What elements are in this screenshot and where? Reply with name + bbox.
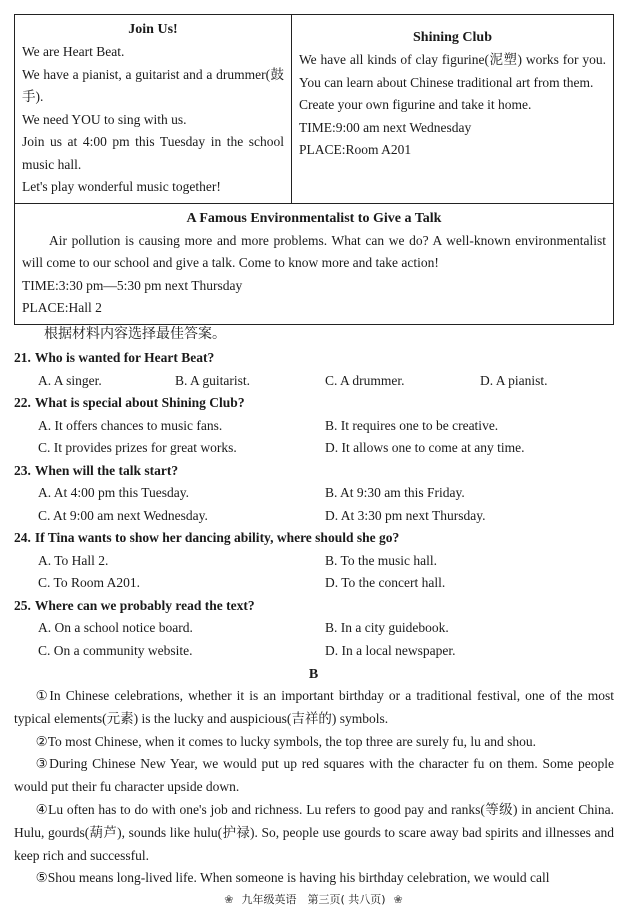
question (14, 595, 614, 663)
question-text: What is special about Shining Club? (34, 395, 245, 410)
join-us-ad (15, 15, 292, 203)
question (14, 527, 614, 595)
option: D. At 3:30 pm next Thursday. (325, 507, 486, 523)
options-row (14, 482, 614, 505)
question-number: 23. (14, 462, 31, 478)
option: B. In a city guidebook. (325, 620, 449, 635)
option: C. At 9:00 am next Wednesday. (38, 507, 208, 523)
option: D. A pianist. (480, 372, 548, 388)
question-stem (14, 392, 614, 415)
passage-paragraph: ⑤Shou means long-lived life. When someone is having his birthday celebration, we would call (35, 870, 550, 886)
shining-club-line: Create your own figurine and take it home. (299, 97, 532, 112)
option: C. A drummer. (325, 372, 405, 388)
flower-ornament-icon: ❀ (393, 893, 403, 906)
question (14, 392, 614, 460)
option: C. To Room A201. (38, 575, 140, 590)
options-row (14, 415, 614, 438)
option: A. To Hall 2. (38, 552, 109, 568)
options-row (14, 370, 614, 393)
ad-top-row (14, 14, 614, 204)
ad-bottom-row (14, 204, 614, 325)
questions (14, 347, 614, 662)
question-number: 22. (14, 395, 31, 410)
question-stem (14, 527, 614, 550)
page-footer (0, 892, 627, 908)
question-number: 25. (14, 597, 31, 613)
question (14, 460, 614, 528)
shining-club-line: We have all kinds of clay figurine(泥塑) works for you. You can learn about Chinese traditional art from them. (299, 52, 606, 90)
options-row (14, 617, 614, 640)
question-text: If Tina wants to show her dancing ability, where should she go? (34, 530, 400, 545)
options-row (14, 505, 614, 528)
talk-ad (15, 204, 613, 324)
option: A. It offers chances to music fans. (38, 417, 223, 433)
option: A. A singer. (38, 372, 102, 388)
join-us-line: We need YOU to sing with us. (22, 111, 187, 127)
shining-club-line: PLACE:Room A201 (299, 142, 412, 157)
options-row (14, 550, 614, 573)
passage-paragraph: ②To most Chinese, when it comes to lucky symbols, the top three are surely fu, lu and shou. (35, 733, 537, 749)
question-text: Where can we probably read the text? (34, 597, 255, 613)
join-us-title: Join Us! (128, 22, 178, 37)
join-us-line: We have a pianist, a guitarist and a drummer(鼓手). (22, 66, 284, 104)
options-row (14, 437, 614, 460)
join-us-line: Join us at 4:00 pm this Tuesday in the school music hall. (22, 134, 284, 172)
option: A. On a school notice board. (38, 620, 193, 635)
options-row (14, 572, 614, 595)
flower-ornament-icon: ❀ (224, 893, 234, 906)
join-us-line: We are Heart Beat. (22, 44, 125, 59)
shining-club-title: Shining Club (413, 30, 492, 45)
option: B. It requires one to be creative. (325, 417, 499, 433)
question-text: When will the talk start? (34, 462, 179, 478)
options-row (14, 640, 614, 663)
join-us-line: Let's play wonderful music together! (22, 179, 221, 194)
option: B. At 9:30 am this Friday. (325, 485, 465, 500)
passage-paragraph: ④Lu often has to do with one's job and richness. Lu refers to good pay and ranks(等级) in ancient China. Hulu, gourds(葫芦), sounds like hulu(护禄). So, people use gourds to scare away bad spirits and illnesses and keep rich and successful. (14, 801, 614, 863)
instruction: 根据材料内容选择最佳答案。 (44, 327, 226, 342)
talk-place: PLACE:Hall 2 (22, 300, 102, 315)
passage-paragraph: ③During Chinese New Year, we would put up red squares with the character fu on them. Some people would put their fu character upside down. (14, 756, 614, 795)
question (14, 347, 614, 392)
option: D. In a local newspaper. (325, 642, 456, 658)
talk-body: Air pollution is causing more and more problems. What can we do? A well-known environmentalist will come to our school and give a talk. Come to know more and take action! (22, 232, 606, 270)
option: B. A guitarist. (175, 372, 251, 388)
question-stem (14, 595, 614, 618)
section-b-passage (14, 685, 614, 890)
talk-title: A Famous Environmentalist to Give a Talk (186, 210, 442, 226)
section-b-heading: B (308, 667, 319, 682)
question-number: 24. (14, 530, 31, 545)
option: C. On a community website. (38, 642, 193, 658)
footer-text: 九年级英语 第三页( 共八页) (241, 893, 386, 906)
question-text: Who is wanted for Heart Beat? (34, 350, 215, 365)
shining-club-line: TIME:9:00 am next Wednesday (299, 119, 472, 135)
passage-paragraph: ①In Chinese celebrations, whether it is an important birthday or a traditional festival, one of the most typical elements(元素) is the lucky and auspicious(吉祥的) symbols. (14, 688, 614, 726)
option: B. To the music hall. (325, 552, 438, 568)
option: D. It allows one to come at any time. (325, 440, 525, 455)
option: C. It provides prizes for great works. (38, 440, 237, 455)
option: D. To the concert hall. (325, 575, 446, 590)
option: A. At 4:00 pm this Tuesday. (38, 485, 190, 500)
talk-time: TIME:3:30 pm—5:30 pm next Thursday (22, 277, 243, 293)
reading-material-a (14, 14, 614, 325)
question-number: 21. (14, 350, 31, 365)
question-stem (14, 460, 614, 483)
shining-club-ad (292, 15, 613, 203)
question-stem (14, 347, 614, 370)
